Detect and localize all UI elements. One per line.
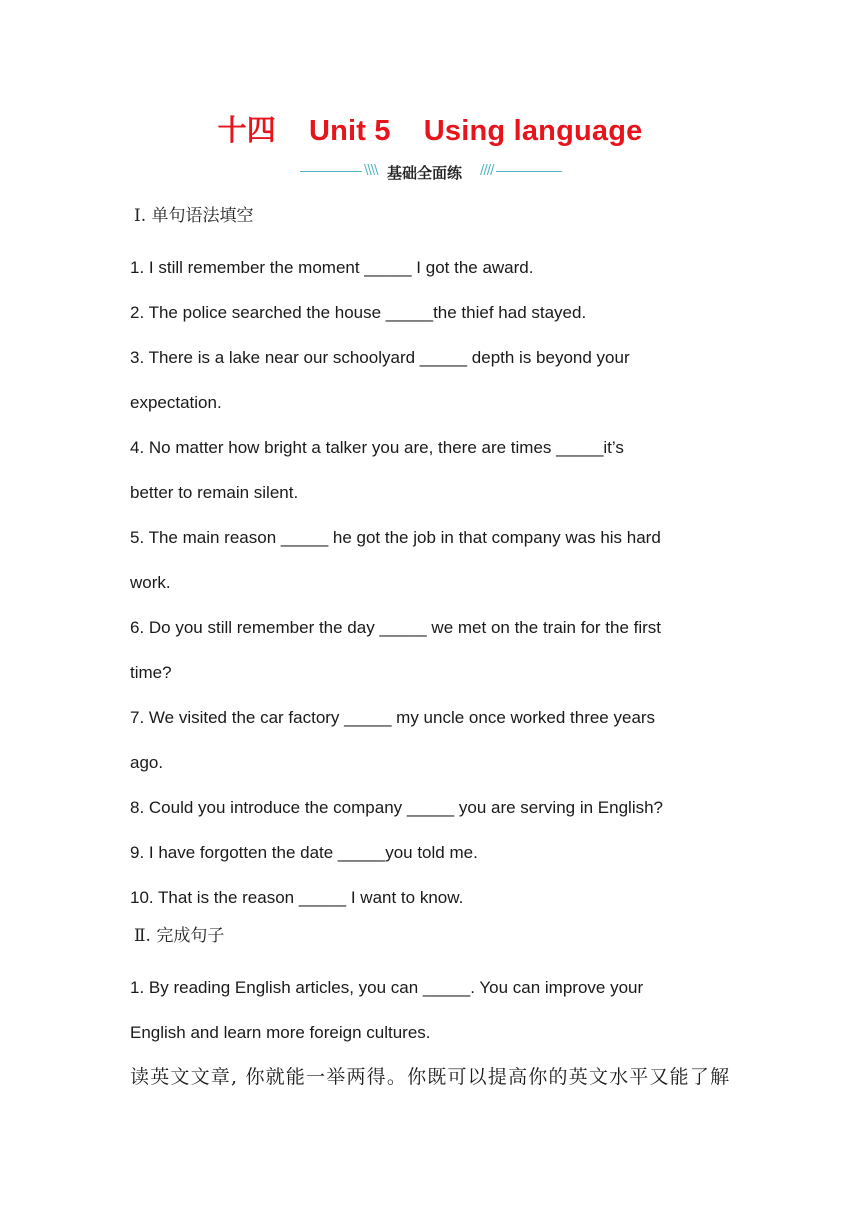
title-unit: Unit 5 xyxy=(308,115,391,147)
banner-slashes-left: \\\\ xyxy=(364,163,378,178)
title-topic: Using language xyxy=(423,115,643,147)
exercise-line: 5. The main reason _____ he got the job in that company was his hard xyxy=(130,528,661,547)
exercise-line: 10. That is the reason _____ I want to know. xyxy=(130,888,464,907)
exercise-line: 7. We visited the car factory _____ my uncle once worked three years xyxy=(130,708,656,727)
exercise-line-continuation: time? xyxy=(130,663,172,682)
exercise-line-continuation: English and learn more foreign cultures. xyxy=(130,1023,431,1042)
banner-divider-right xyxy=(496,171,562,172)
page-title xyxy=(0,108,860,149)
exercise-line-continuation: work. xyxy=(130,573,171,592)
exercise-line-continuation: ago. xyxy=(130,753,164,772)
exercise-line: 8. Could you introduce the company _____ you are serving in English? xyxy=(130,798,664,817)
chinese-translation: 读英文文章, 你就能一举两得。你既可以提高你的英文水平又能了解 xyxy=(130,1066,731,1088)
exercise-line: 2. The police searched the house _____the thief had stayed. xyxy=(130,303,587,322)
exercise-content xyxy=(130,200,730,1100)
banner-slashes-right: //// xyxy=(480,163,494,178)
section-heading-grammar: Ⅰ. 单句语法填空 xyxy=(134,206,254,226)
exercise-line-continuation: expectation. xyxy=(130,393,222,412)
banner-divider-left xyxy=(300,171,362,172)
section-banner xyxy=(300,160,562,184)
exercise-line xyxy=(130,335,730,380)
exercise-line: 6. Do you still remember the day _____ we met on the train for the first xyxy=(130,618,662,637)
exercise-line: 4. No matter how bright a talker you are, there are times _____it’s xyxy=(130,438,624,457)
title-chinese-number: 十四 xyxy=(217,115,276,147)
exercise-line: 1. By reading English articles, you can _____. You can improve your xyxy=(130,978,644,997)
exercise-line-text: 3. There is a lake near our schoolyard _____ depth is beyond your xyxy=(130,348,630,367)
banner-label: 基础全面练 xyxy=(387,164,463,182)
exercise-line: 9. I have forgotten the date _____you told me. xyxy=(130,843,478,862)
exercise-line: 1. I still remember the moment _____ I got the award. xyxy=(130,258,534,277)
exercise-line-continuation: better to remain silent. xyxy=(130,483,299,502)
section-heading-complete-sentences: Ⅱ. 完成句子 xyxy=(134,926,225,946)
